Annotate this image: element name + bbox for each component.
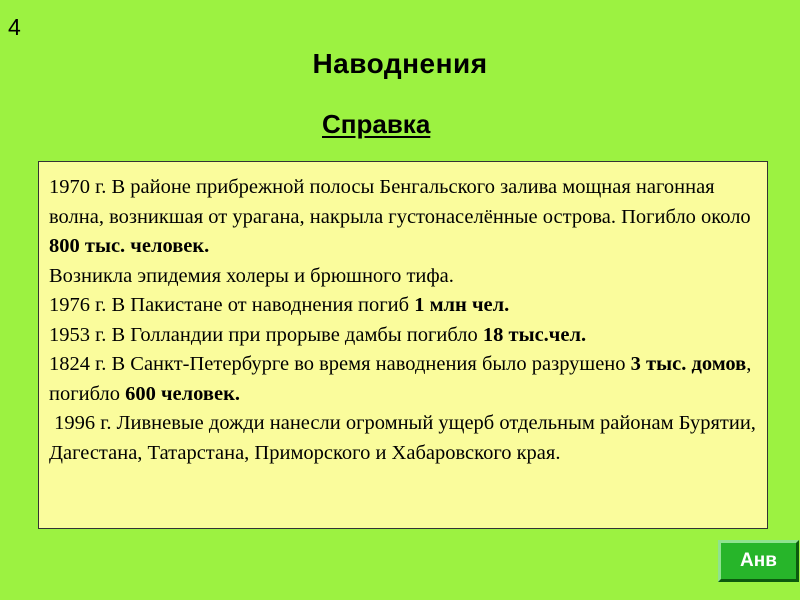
nav-button[interactable]: Анв (718, 540, 799, 582)
info-bold-value: 18 тыс.чел. (482, 323, 587, 346)
info-paragraph-1996: 1996 г. Ливневые дожди нанесли огромный ущерб отдельным районам Бурятии, Дагестана, Татарстана, Приморского и Хабаровского края. (49, 412, 762, 464)
info-text: 1824 г. В Санкт-Петербурге во время наводнения было разрушено (49, 353, 631, 375)
info-bold-value: 800 тыс. человек. (49, 235, 210, 257)
info-bold-value: 600 человек. (125, 382, 241, 405)
page-subtitle: Справка (322, 109, 431, 139)
info-bold-value: 1 млн чел. (414, 294, 510, 316)
info-box (38, 161, 768, 529)
info-bold-value: 3 тыс. домов (630, 353, 747, 375)
info-paragraph-epidemic: Возникла эпидемия холеры и брюшного тифа. (49, 264, 454, 287)
info-paragraph-1953 (49, 321, 759, 351)
page-title: Наводнения (312, 48, 488, 79)
info-text: 1953 г. В Голландии при прорыве дамбы погибло (49, 323, 483, 346)
slide-number: 4 (8, 14, 21, 40)
info-text: , погибло (49, 353, 752, 405)
info-text: 1976 г. В Пакистане от наводнения погиб (49, 294, 415, 316)
info-text: 1970 г. В районе прибрежной полосы Бенгальского залива мощная нагонная волна, возникшая от урагана, накрыла густонаселённые острова. Погибло около (49, 176, 751, 228)
info-paragraph-1976 (49, 291, 759, 321)
info-paragraph-1824 (49, 350, 759, 409)
info-paragraph-1970 (49, 173, 759, 262)
